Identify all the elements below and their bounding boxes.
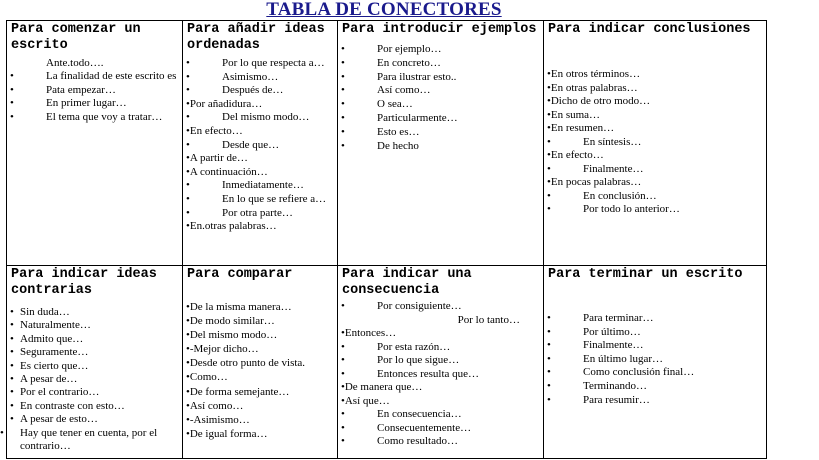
list-item: • En consecuencia… <box>341 408 462 420</box>
list-item: •En efecto… <box>547 149 604 161</box>
list-item: • Por todo lo anterior… <box>547 203 680 215</box>
list-item: •De igual forma… <box>186 427 268 440</box>
list-item: • Para terminar… <box>547 312 654 324</box>
list-item: •Así que… <box>341 394 390 407</box>
list-item: • Del mismo modo… <box>186 111 310 124</box>
list-item: • Particularmente… <box>341 111 458 124</box>
list-item: • Para ilustrar esto.. <box>341 70 457 83</box>
list-item: •Así como… <box>186 399 244 412</box>
list-item: • Sin duda… <box>10 306 70 318</box>
cell-comparar <box>183 266 338 459</box>
list-item: •Desde otro punto de vista. <box>186 357 306 370</box>
list-item: • Terminando… <box>547 379 647 392</box>
list-item: •En.otras palabras… <box>186 220 277 233</box>
list-item: • De hecho <box>341 139 419 152</box>
cell-consecuencia <box>338 266 544 459</box>
list-item: • Admito que… <box>10 332 84 345</box>
list-item: • En primer lugar… <box>10 97 127 110</box>
list-item: •En efecto… <box>186 124 243 137</box>
cell-anadir <box>183 21 338 266</box>
list-item: • Por consiguiente… <box>341 300 462 312</box>
list-item: • Asimismo… <box>186 70 279 83</box>
list-item: • A pesar de esto… <box>10 413 98 426</box>
list-item: • Después de… <box>186 84 284 97</box>
list-item: •En suma… <box>547 108 601 121</box>
list-item: • En síntesis… <box>547 135 642 148</box>
list-item: • Hay que tener en cuenta, por el contrario… <box>0 426 158 453</box>
page-title: TABLA DE CONECTORES <box>266 0 502 20</box>
list-item: • El tema que voy a tratar… <box>10 110 163 123</box>
list-item: • En concreto… <box>341 56 441 69</box>
list-item: • Por último… <box>547 325 641 338</box>
list-item: • Naturalmente… <box>10 319 91 332</box>
list-item: • Como resultado… <box>341 435 458 447</box>
list-item: •En pocas palabras… <box>547 176 642 188</box>
list-item: •-Mejor dicho… <box>186 343 259 356</box>
list-item: •A continuación… <box>186 165 268 178</box>
header-conclusiones: Para indicar conclusiones <box>548 22 751 37</box>
list-contrarias <box>0 300 182 453</box>
list-item: •De modo similar… <box>186 315 275 328</box>
header-ejemplos: Para introducir ejemplos <box>342 22 537 37</box>
list-item: • Así como… <box>341 84 431 97</box>
list-item: •Dicho de otro modo… <box>547 95 651 107</box>
list-consecuencia <box>338 300 543 449</box>
list-item: • Por otra parte… <box>186 206 293 219</box>
list-item: • Entonces resulta que… <box>341 367 480 380</box>
list-item: •De la misma manera… <box>186 301 292 313</box>
list-terminar <box>544 282 766 407</box>
list-item: •Como… <box>186 371 228 384</box>
list-item: •Entonces… <box>341 327 397 339</box>
list-item: • Por ejemplo… <box>341 43 442 55</box>
list-item: Por lo tanto… <box>457 313 520 326</box>
list-item: • Es cierto que… <box>10 359 89 372</box>
list-item: • Por el contrario… <box>10 386 100 399</box>
list-item: •A partir de… <box>186 152 248 165</box>
list-item: •De forma semejante… <box>186 385 290 398</box>
list-comparar <box>183 282 337 441</box>
list-ejemplos <box>338 37 543 153</box>
cell-terminar <box>544 266 767 459</box>
list-item: • Finalmente… <box>547 339 644 352</box>
list-item: • Como conclusión final… <box>547 366 695 379</box>
list-item: •En otros términos… <box>547 68 641 80</box>
cell-conclusiones <box>544 21 767 266</box>
list-item: •-Asimismo… <box>186 413 250 426</box>
list-anadir <box>183 55 337 234</box>
list-item: • O sea… <box>341 98 413 111</box>
header-contrarias: Para indicar ideas contrarias <box>11 267 157 298</box>
list-comenzar <box>7 55 182 124</box>
list-item: • Por esta razón… <box>341 340 451 353</box>
list-item: • Desde que… <box>186 138 280 151</box>
cell-comenzar <box>7 21 183 266</box>
cell-contrarias <box>0 266 183 459</box>
list-item: • Por lo que respecta a… <box>186 57 325 69</box>
cell-ejemplos <box>338 21 544 266</box>
list-item: • Finalmente… <box>547 162 644 175</box>
list-item: • La finalidad de este escrito es <box>10 70 177 83</box>
list-item: • Consecuentemente… <box>341 421 472 434</box>
list-item: • En conclusión… <box>547 189 657 202</box>
list-item: •En resumen… <box>547 122 615 134</box>
list-item: • Inmediatamente… <box>186 179 304 192</box>
header-comenzar: Para comenzar un escrito <box>11 22 141 53</box>
list-conclusiones <box>544 37 766 217</box>
list-item: • Esto es… <box>341 125 420 138</box>
list-item: • En último lugar… <box>547 352 664 365</box>
list-item: •De manera que… <box>341 381 423 393</box>
list-item: • En contraste con esto… <box>10 399 125 412</box>
list-item: • Pata empezar… <box>10 83 116 96</box>
table-row <box>7 21 767 266</box>
list-item: •Por añadidura… <box>186 97 263 110</box>
list-item: • Seguramente… <box>10 346 89 359</box>
header-consecuencia: Para indicar una consecuencia <box>342 267 472 298</box>
table-row <box>7 266 767 459</box>
header-terminar: Para terminar un escrito <box>548 267 743 282</box>
list-item: •En otras palabras… <box>547 81 638 94</box>
connectors-table <box>0 20 767 459</box>
list-item: • A pesar de… <box>10 373 78 386</box>
list-item: • En lo que se refiere a… <box>186 192 327 205</box>
list-item: Ante.todo…. <box>46 57 104 69</box>
header-comparar: Para comparar <box>187 267 293 282</box>
list-item: • Por lo que sigue… <box>341 354 460 366</box>
list-item: • Para resumir… <box>547 393 650 406</box>
list-item: •Del mismo modo… <box>186 329 278 342</box>
header-anadir: Para añadir ideas ordenadas <box>187 22 325 53</box>
